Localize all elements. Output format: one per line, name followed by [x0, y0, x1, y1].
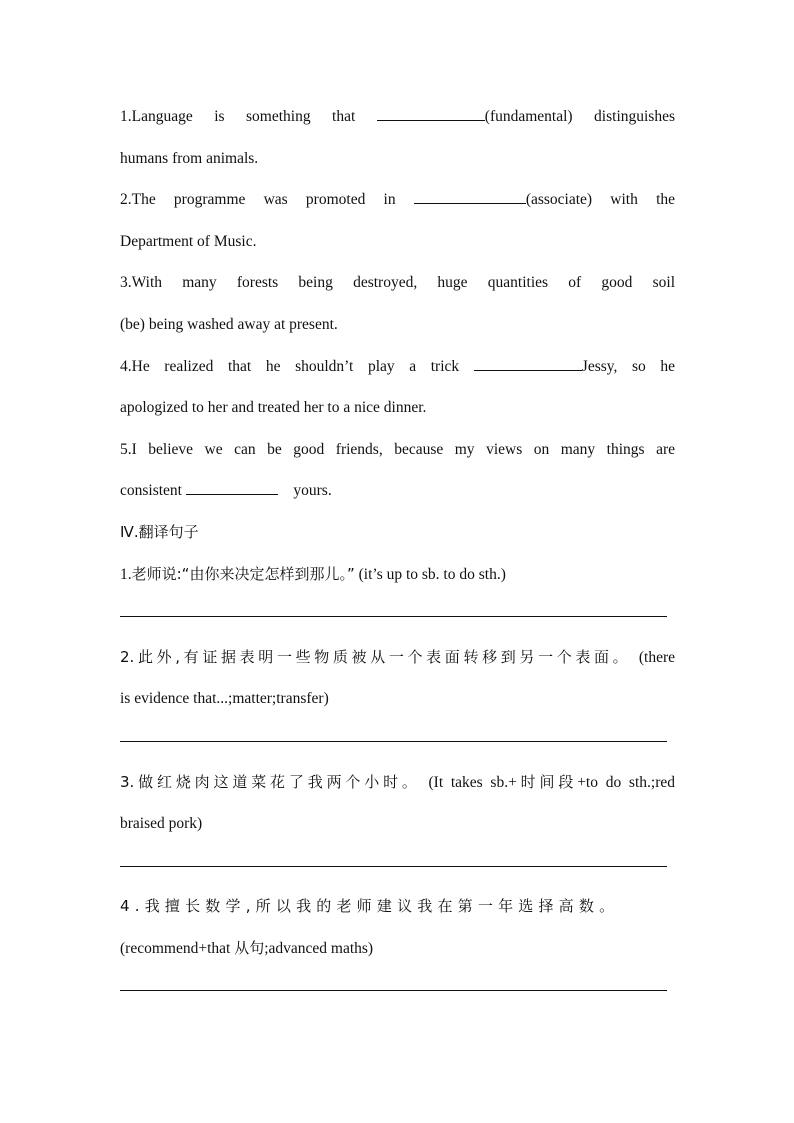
fill-question-1-line-1: 1.Language is something that (fundamental) distinguishes: [120, 96, 675, 138]
translate-question-4-line-1: 4.我擅长数学,所以我的老师建议我在第一年选择高数。: [120, 897, 620, 916]
fill-question-3-line-1: 3.With many forests being destroyed, huge quantities of good soil: [120, 274, 675, 292]
fill-question-2-line-2: Department of Music.: [120, 232, 257, 250]
answer-blank-2[interactable]: [414, 188, 526, 205]
fill-question-1-line-2: humans from animals.: [120, 149, 259, 167]
fill-question-4-line-2: apologized to her and treated her to a nice dinner.: [120, 399, 427, 417]
fill-question-4-line-1: 4.He realized that he shouldn’t play a trick Jessy, so he: [120, 346, 675, 388]
translate-question-2-line-2: is evidence that...;matter;transfer): [120, 690, 329, 708]
fill-question-2-line-1: 2.The programme was promoted in (associate) with the: [120, 179, 675, 221]
answer-line-2[interactable]: [120, 720, 675, 762]
worksheet-page: [120, 96, 675, 1011]
translate-question-4-line-2: (recommend+that 从句;advanced maths): [120, 938, 374, 957]
section-heading: Ⅳ.翻译句子: [120, 522, 199, 541]
answer-line-3[interactable]: [120, 845, 675, 887]
fill-question-3-line-2: (be) being washed away at present.: [120, 315, 338, 333]
answer-blank-1[interactable]: [377, 105, 485, 122]
fill-question-5-line-1: 5.I believe we can be good friends, because my views on many things are: [120, 440, 675, 458]
fill-question-5-line-2: consistent yours.: [120, 470, 675, 512]
translate-question-1: 1.老师说:“由你来决定怎样到那儿。” (it’s up to sb. to do sth.): [120, 564, 506, 583]
answer-blank-4[interactable]: [474, 354, 582, 371]
answer-line-4[interactable]: [120, 969, 675, 1011]
answer-line-1[interactable]: [120, 595, 675, 637]
answer-blank-5[interactable]: [186, 479, 278, 496]
translate-question-3-line-2: braised pork): [120, 815, 203, 833]
translate-question-3-line-1: 3.做红烧肉这道菜花了我两个小时。 (It takes sb.+时间段+to do sth.;red: [120, 772, 675, 791]
translate-question-2-line-1: 2.此外,有证据表明一些物质被从一个表面转移到另一个表面。 (there: [120, 647, 675, 666]
